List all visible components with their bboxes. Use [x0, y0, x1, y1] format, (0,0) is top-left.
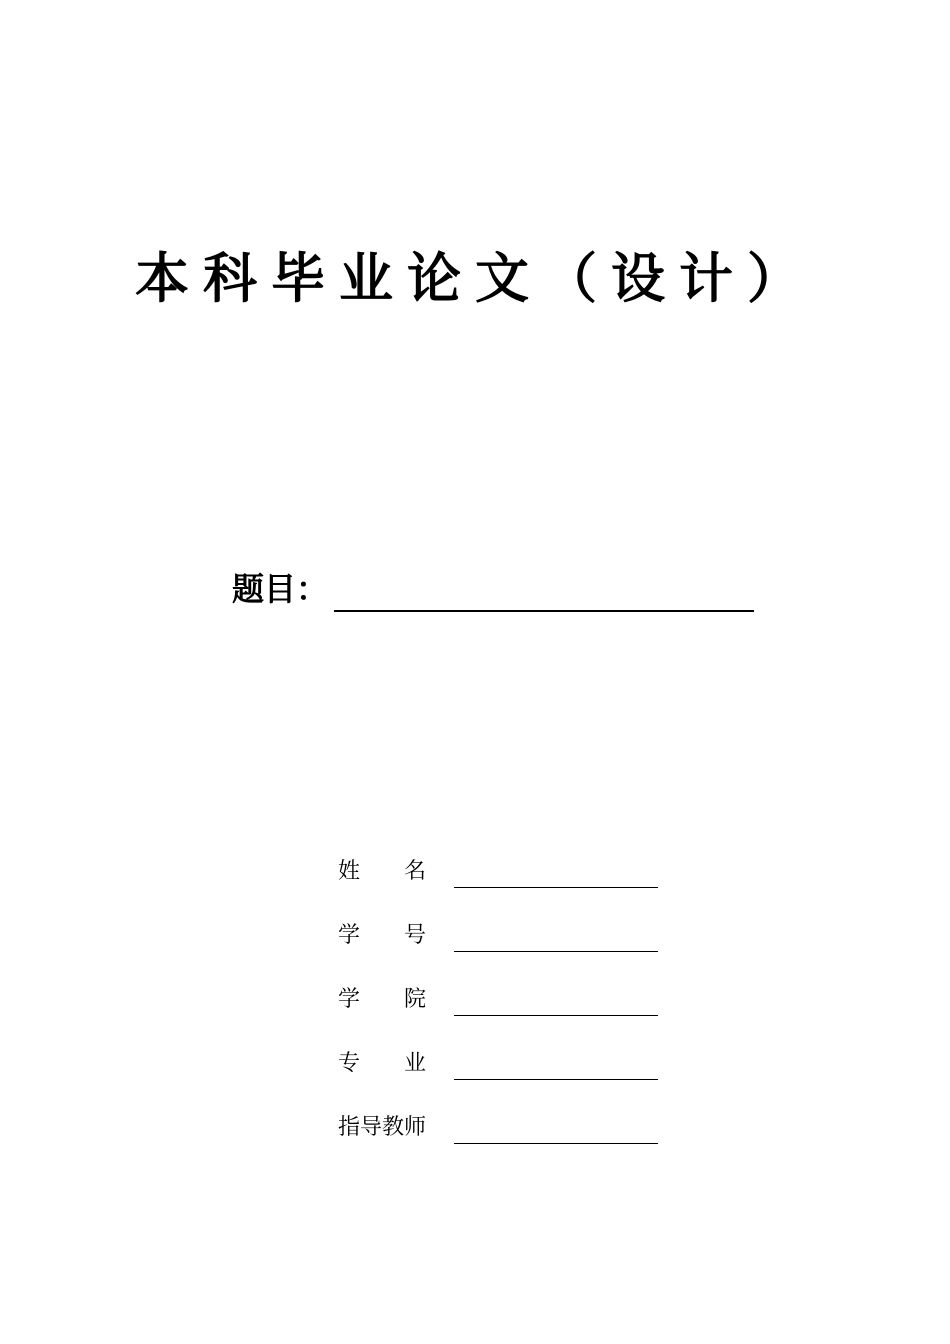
student-id-blank-line — [454, 923, 658, 952]
info-row-name — [338, 852, 658, 888]
info-row-student-id — [338, 916, 658, 952]
student-info-list — [338, 852, 658, 1172]
name-label: 姓 名 — [338, 859, 427, 884]
info-row-college — [338, 980, 658, 1016]
thesis-subject-row — [232, 566, 754, 612]
name-blank-line — [454, 859, 658, 888]
major-label: 专 业 — [338, 1051, 427, 1076]
subject-blank-line — [334, 570, 754, 612]
subject-label: 题目： — [232, 570, 329, 608]
major-blank-line — [454, 1051, 658, 1080]
info-row-advisor — [338, 1108, 658, 1144]
college-blank-line — [454, 987, 658, 1016]
cover-title: 本科毕业论文（设计） — [135, 246, 815, 310]
student-id-label: 学 号 — [338, 923, 427, 948]
info-row-major — [338, 1044, 658, 1080]
college-label: 学 院 — [338, 987, 427, 1012]
advisor-blank-line — [454, 1115, 658, 1144]
advisor-label: 指导教师 — [338, 1115, 427, 1140]
